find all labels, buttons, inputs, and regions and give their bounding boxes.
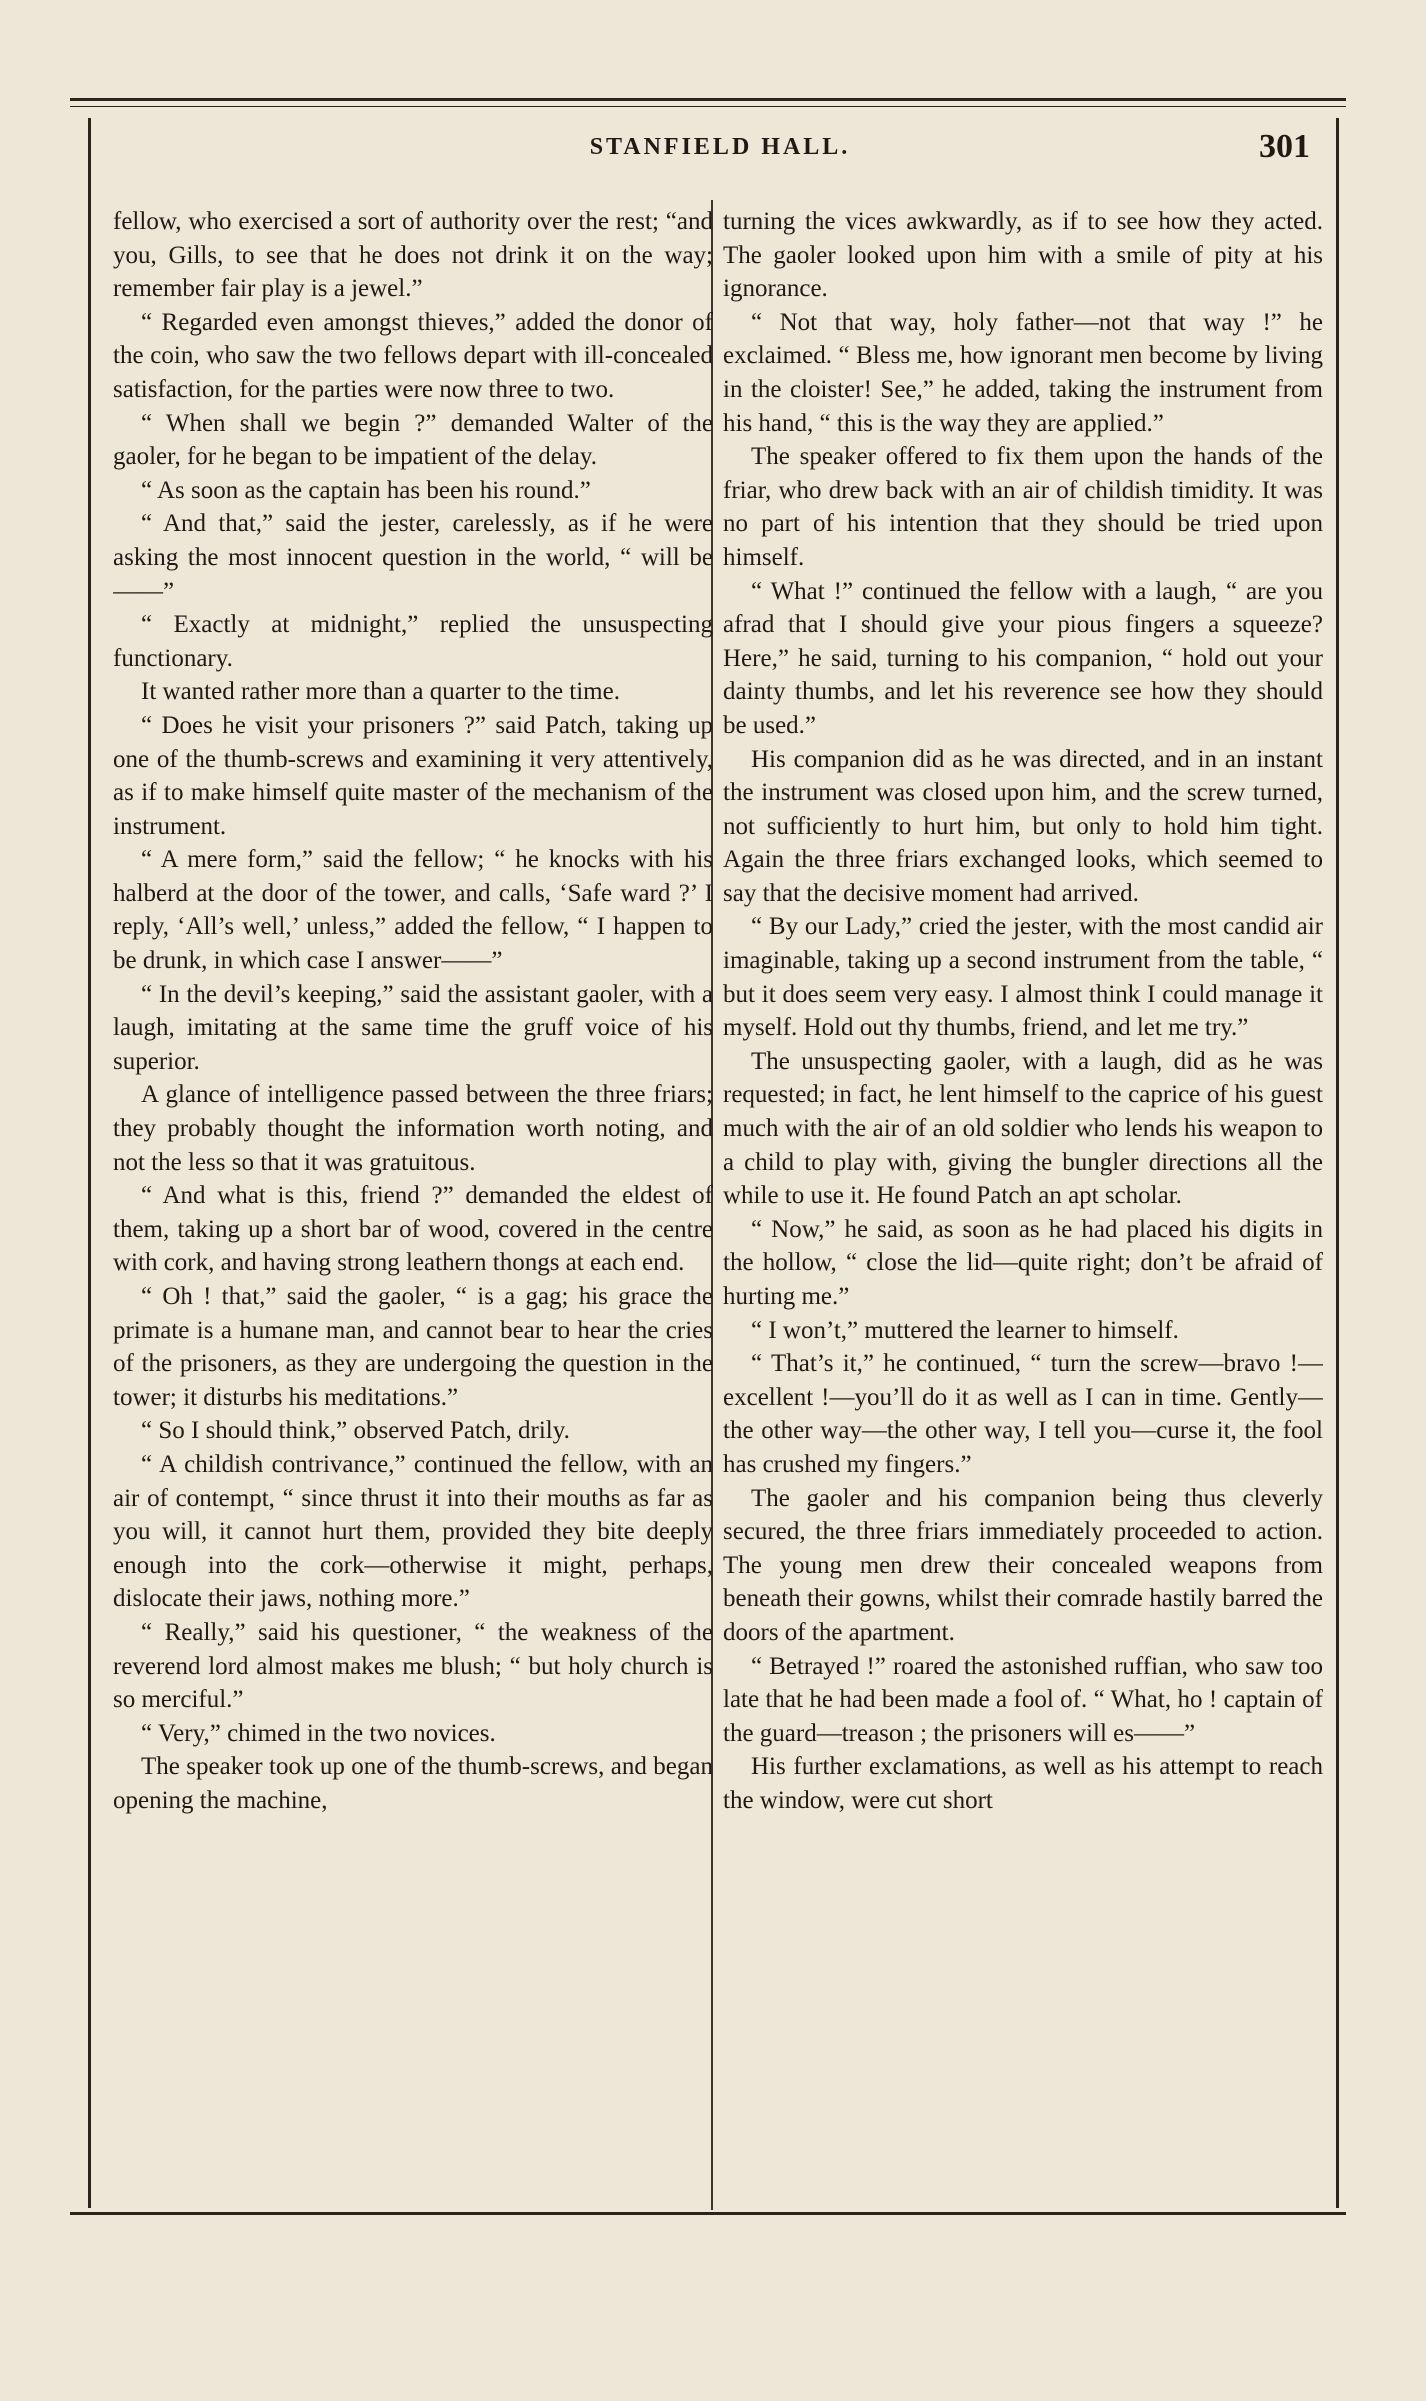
paragraph: The gaoler and his companion being thus cleverly secured, the three friars immediately proceeded to action. The young men drew their concealed weapons from beneath their gowns, whilst their comrade hastily barred the doors of the apartment. (723, 1484, 1323, 1646)
paragraph: A glance of intelligence passed between the three friars; they probably thought the information worth noting, and not the less so that it was gratuitous. (113, 1081, 713, 1176)
bottom-rule (70, 2212, 1346, 2215)
paragraph: It wanted rather more than a quarter to the time. (141, 678, 620, 706)
paragraph: “ Very,” chimed in the two novices. (141, 1719, 496, 1747)
page-number: 301 (1259, 128, 1310, 165)
paragraph: turning the vices awkwardly, as if to see how they acted. The gaoler looked upon him with a smile of pity at his ignorance. (723, 208, 1323, 303)
paragraph: “ Regarded even amongst thieves,” added the donor of the coin, who saw the two fellows depart with ill-concealed satisfaction, for the parties were now three to two. (113, 308, 713, 403)
paragraph: “ By our Lady,” cried the jester, with the most candid air imaginable, taking up a second instrument from the table, “ but it does seem very easy. I almost think I could manage it myself. Hold out thy thumbs, friend, and let me try.” (723, 913, 1323, 1042)
paragraph: “ In the devil’s keeping,” said the assistant gaoler, with a laugh, imitating at the same time the gruff voice of his superior. (113, 980, 713, 1075)
paragraph: fellow, who exercised a sort of authority over the rest; “and you, Gills, to see that he does not drink it on the way; remember fair play is a jewel.” (113, 208, 713, 303)
top-rule-thin (70, 106, 1346, 107)
paragraph: “ When shall we begin ?” demanded Walter of the gaoler, for he began to be impatient of the delay. (113, 409, 713, 471)
paragraph: “ As soon as the captain has been his round.” (141, 476, 591, 504)
paragraph: “ That’s it,” he continued, “ turn the screw—bravo !—excellent !—you’ll do it as well as I can in time. Gently—the other way—the other way, I tell you—curse it, the fool has crushed my fingers.” (723, 1350, 1323, 1478)
paragraph: “ And what is this, friend ?” demanded the eldest of them, taking up a short bar of wood, covered in the centre with cork, and having strong leathern thongs at each end. (113, 1182, 713, 1277)
paragraph: “ Exactly at midnight,” replied the unsuspecting functionary. (113, 611, 713, 672)
right-column (723, 205, 1323, 2205)
paragraph: “ And that,” said the jester, carelessly, as if he were asking the most innocent question in the world, “ will be——” (113, 510, 713, 605)
paragraph: The unsuspecting gaoler, with a laugh, did as he was requested; in fact, he lent himself to the caprice of his guest much with the air of an old soldier who lends his weapon to a child to play with, giving the bungler directions all the while to use it. He found Patch an apt scholar. (723, 1047, 1323, 1210)
paragraph: “ A mere form,” said the fellow; “ he knocks with his halberd at the door of the tower, and calls, ‘Safe ward ?’ I reply, ‘All’s well,’ unless,” added the fellow, “ I happen to be drunk, in which case I answer——” (113, 846, 713, 975)
paragraph: “ So I should think,” observed Patch, drily. (141, 1417, 570, 1445)
running-title: STANFIELD HALL. (589, 134, 851, 160)
paragraph: “ Not that way, holy father—not that way !” he exclaimed. “ Bless me, how ignorant men become by living in the cloister! See,” he added, taking the instrument from his hand, “ this is the way they are applied.” (723, 308, 1323, 437)
paragraph: “ I won’t,” muttered the learner to himself. (751, 1316, 1179, 1344)
top-rule (70, 98, 1346, 101)
right-border (1336, 118, 1339, 2208)
paragraph: “ Really,” said his questioner, “ the weakness of the reverend lord almost makes me blush; “ but holy church is so merciful.” (113, 1618, 713, 1714)
paragraph: His further exclamations, as well as his attempt to reach the window, were cut short (723, 1753, 1323, 1814)
paragraph: “ Now,” he said, as soon as he had placed his digits in the hollow, “ close the lid—quite right; don’t be afraid of hurting me.” (723, 1215, 1323, 1310)
page-header (100, 128, 1340, 178)
paragraph: “ A childish contrivance,” continued the fellow, with an air of contempt, “ since thrust it into their mouths as far as you will, it cannot hurt them, provided they bite deeply enough into the cork—otherwise it might, perhaps, dislocate their jaws, nothing more.” (113, 1450, 713, 1613)
paragraph: “ What !” continued the fellow with a laugh, “ are you afrad that I should give your pious fingers a squeeze? Here,” he said, turning to his companion, “ hold out your dainty thumbs, and let his reverence see how they should be used.” (723, 577, 1323, 739)
paragraph: “ Oh ! that,” said the gaoler, “ is a gag; his grace the primate is a humane man, and cannot bear to hear the cries of the prisoners, as they are undergoing the question in the tower; it disturbs his meditations.” (113, 1283, 713, 1411)
left-border (88, 118, 91, 2208)
paragraph: “ Betrayed !” roared the astonished ruffian, who saw too late that he had been made a fool of. “ What, ho ! captain of the guard—treason ; the prisoners will es——” (723, 1652, 1323, 1747)
left-column (113, 205, 713, 2205)
paragraph: The speaker offered to fix them upon the hands of the friar, who drew back with an air of childish timidity. It was no part of his intention that they should be tried upon himself. (723, 443, 1323, 571)
paragraph: The speaker took up one of the thumb-screws, and began opening the machine, (113, 1753, 713, 1814)
paragraph: “ Does he visit your prisoners ?” said Patch, taking up one of the thumb-screws and examining it very attentively, as if to make himself quite master of the mechanism of the instrument. (113, 711, 713, 840)
paragraph: His companion did as he was directed, and in an instant the instrument was closed upon him, and the screw turned, not sufficiently to hurt him, but only to hold him tight. Again the three friars exchanged looks, which seemed to say that the decisive moment had arrived. (723, 745, 1323, 907)
